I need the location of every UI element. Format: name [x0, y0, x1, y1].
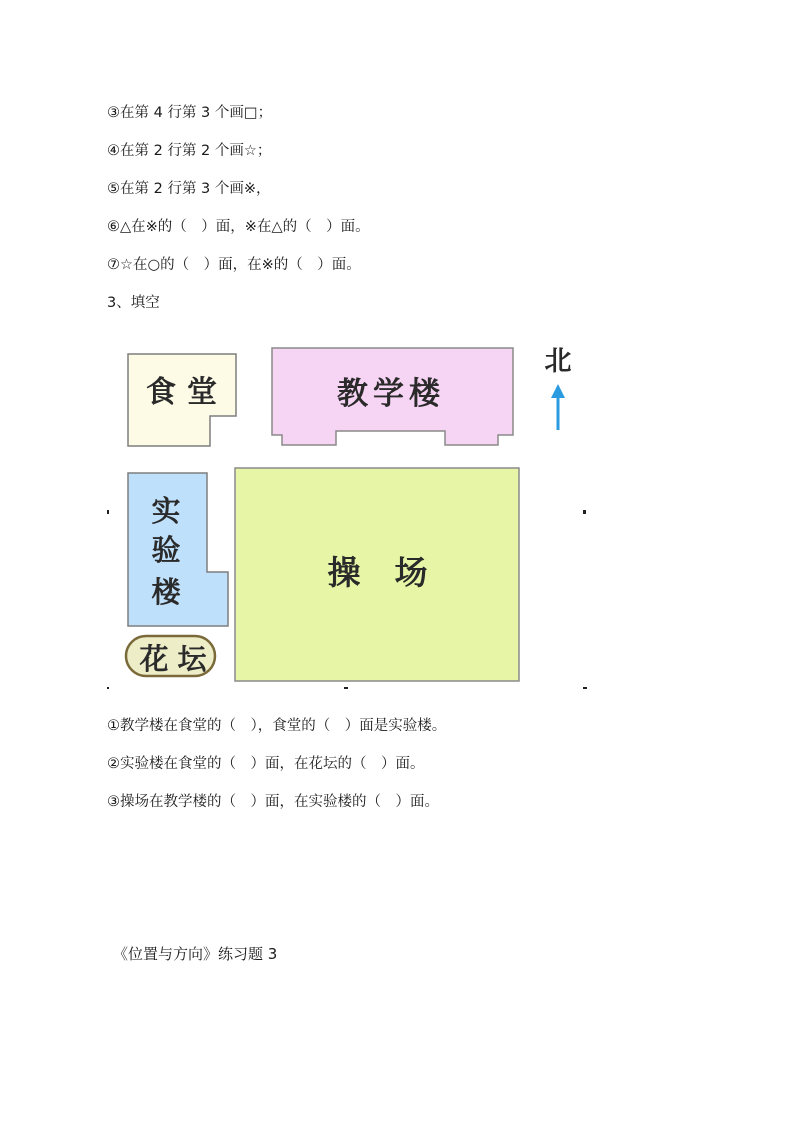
question-line-5: ⑤在第 2 行第 3 个画※， — [107, 181, 271, 197]
canteen-label-2: 堂 — [187, 375, 217, 410]
fill-question-1: ①教学楼在食堂的（ ），食堂的（ ）面是实验楼。 — [107, 718, 447, 734]
lab-building-label-3: 楼 — [151, 575, 181, 609]
question-line-4: ④在第 2 行第 2 个画☆； — [107, 143, 272, 159]
lab-building-label-2: 验 — [151, 533, 181, 567]
lab-building-label-1: 实 — [151, 494, 181, 528]
section-title: 3、填空 — [107, 295, 160, 311]
playground-area — [235, 468, 519, 681]
canteen-label-1: 食 — [146, 375, 176, 410]
teaching-building-label: 教学楼 — [337, 376, 445, 412]
question-line-7: ⑦☆在○的（ ）面，在※的（ ）面。 — [107, 257, 361, 273]
fill-question-2: ②实验楼在食堂的（ ）面，在花坛的（ ）面。 — [107, 756, 425, 772]
north-label: 北 — [544, 346, 572, 377]
fill-question-3: ③操场在教学楼的（ ）面，在实验楼的（ ）面。 — [107, 794, 439, 810]
north-arrow-icon — [551, 384, 565, 430]
footer-title: 《位置与方向》练习题 3 — [113, 945, 278, 963]
flower-bed-label-2: 坛 — [177, 642, 207, 676]
playground-label-2: 场 — [394, 553, 428, 592]
campus-map — [104, 338, 590, 694]
question-line-3: ③在第 4 行第 3 个画□； — [107, 105, 273, 121]
canteen-area — [128, 354, 236, 446]
playground-label-1: 操 — [327, 553, 361, 592]
question-line-6: ⑥△在※的（ ）面，※在△的（ ）面。 — [107, 219, 370, 235]
flower-bed-label-1: 花 — [139, 642, 169, 676]
